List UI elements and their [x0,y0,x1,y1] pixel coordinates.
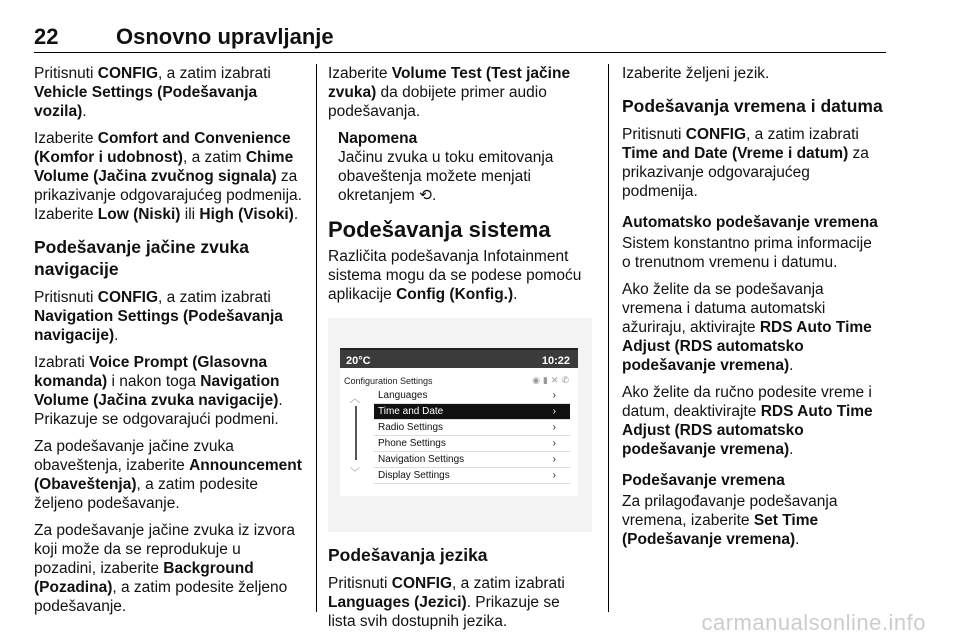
chevron-right-icon: › [552,422,556,433]
column-divider [316,64,317,612]
chevron-right-icon: › [552,454,556,465]
section-heading: Podešavanje jačine zvuka navigacije [34,237,249,279]
paragraph: Za podešavanje jačine zvuka iz izvora koji može da se reprodukuje u pozadini, izaberite Background (Pozadina), a zatim podesite željeno podešavanje. [34,522,296,615]
column-1 [34,64,304,624]
column-divider [608,64,609,612]
subheading: Podešavanje vremena [622,472,785,489]
phone-icon: ✆ [561,375,572,385]
config-title: Configuration Settings [344,376,433,386]
clock-readout: 10:22 [541,355,570,367]
infotainment-screenshot [328,318,592,532]
paragraph: Pritisnuti CONFIG, a zatim izabrati Navigation Settings (Podešavanja navigacije). [34,289,283,344]
chevron-right-icon: › [552,406,556,417]
watermark: carmanualsonline.info [701,610,926,635]
column-2 [328,64,590,639]
status-bar [340,350,578,368]
scroll-up-icon: ︿ [350,394,360,405]
paragraph: Izaberite željeni jezik. [622,65,770,82]
list-item: Radio Settings › [374,420,570,436]
chapter-title: Osnovno upravljanje [116,24,334,49]
section-heading: Podešavanja vremena i datuma [622,96,883,116]
paragraph: Izabrati Voice Prompt (Glasovna komanda) i nakon toga Navigation Volume (Jačina zvuka navigacije). Prikazuje se odgovarajući podmeni. [34,354,283,428]
list-item: Languages › [374,388,570,404]
note-title: Napomena [338,130,418,147]
scroll-down-icon: ﹀ [350,468,360,479]
paragraph: Ako želite da ručno podesite vreme i datum, deaktivirajte RDS Auto Time Adjust (RDS automatsko podešavanje vremena). [622,384,873,458]
paragraph: Pritisnuti CONFIG, a zatim izabrati Vehicle Settings (Podešavanja vozila). [34,65,271,120]
chevron-right-icon: › [552,438,556,449]
paragraph: Za podešavanje jačine zvuka obaveštenja, izaberite Announcement (Obaveštenja), a zatim podesite željeno podešavanje. [34,438,302,512]
list-item-selected: Time and Date › [374,404,570,420]
note-text: Jačinu zvuka u toku emitovanja obaveštenja možete menjati okretanjem ⟲. [338,149,554,204]
settings-list [374,388,570,484]
page-header [34,24,886,53]
paragraph: Izaberite Volume Test (Test jačine zvuka) da dobijete primer audio podešavanja. [328,65,571,120]
scrollbar [355,406,357,460]
paragraph: Ako želite da se podešavanja vremena i datuma automatski ažuriraju, aktivirajte RDS Auto Time Adjust (RDS automatsko podešavanje vremena). [622,281,872,374]
section-heading: Podešavanja sistema [328,217,551,242]
list-item: Navigation Settings › [374,452,570,468]
column-3 [622,64,884,557]
subheading: Automatsko podešavanje vremena [622,214,878,231]
temperature-readout: 20°C [346,355,371,367]
paragraph: Za prilagođavanje podešavanja vremena, izaberite Set Time (Podešavanje vremena). [622,493,838,548]
note-box [338,129,590,205]
chevron-right-icon: › [552,470,556,481]
display-panel [340,348,578,496]
chevron-right-icon: › [552,390,556,401]
paragraph: Pritisnuti CONFIG, a zatim izabrati Time and Date (Vreme i datum) za prikazivanje odgovarajućeg podmenija. [622,126,869,200]
paragraph: Različita podešavanja Infotainment sistema mogu da se podese pomoću aplikacije Config (Konfig.). [328,248,582,303]
list-item: Display Settings › [374,468,570,484]
paragraph: Izaberite Comfort and Convenience (Komfor i udobnost), a zatim Chime Volume (Jačina zvučnog signala) za prikazivanje odgovarajućeg podmenija. Izaberite Low (Niski) ili High (Visoki). [34,130,302,223]
mute-icon: ✕ [550,375,562,385]
paragraph: Pritisnuti CONFIG, a zatim izabrati Languages (Jezici). Prikazuje se lista svih dostupnih jezika. [328,575,565,630]
paragraph: Sistem konstantno prima informacije o trenutnom vremenu i datumu. [622,235,872,271]
section-heading: Podešavanja jezika [328,545,488,565]
list-item: Phone Settings › [374,436,570,452]
wifi-icon: ◉ [532,375,543,385]
page-number: 22 [34,24,59,49]
signal-icon: ▮ [542,375,551,385]
